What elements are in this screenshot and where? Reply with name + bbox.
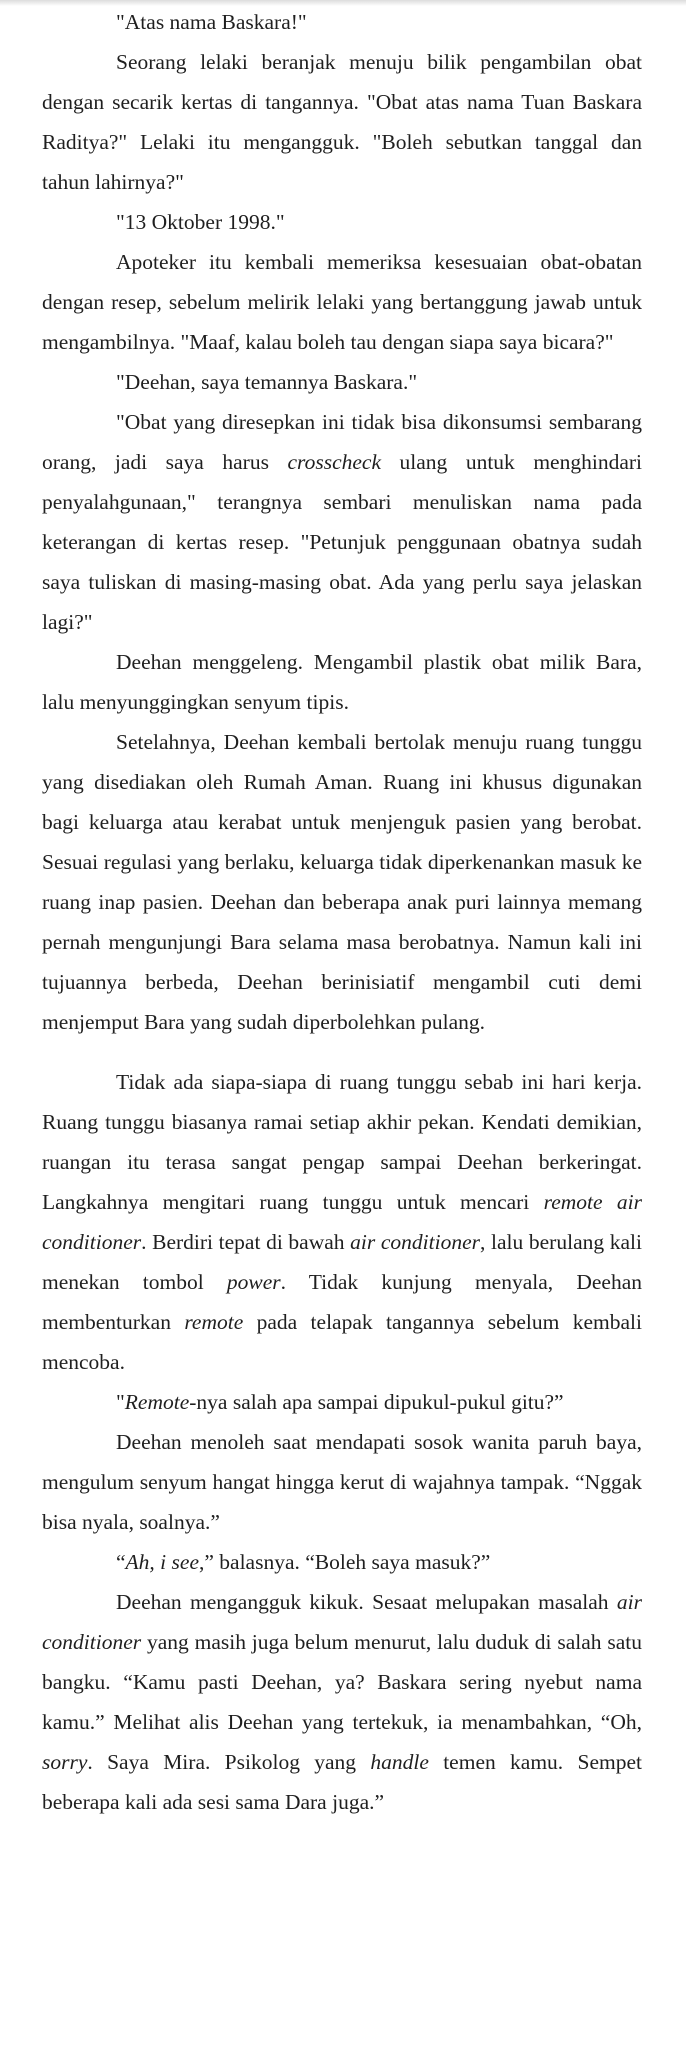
italic-term: crosscheck: [287, 450, 381, 474]
text-run: Deehan menoleh saat mendapati sosok wanita paruh baya, mengulum senyum hangat hingga kerut di wajahnya tampak. “Nggak bisa nyala, soalnya.”: [42, 1430, 642, 1534]
paragraph-1: [42, 2, 642, 42]
paragraph-7: [42, 642, 642, 722]
text-run: ulang untuk menghindari penyalahgunaan," terangnya sembari menuliskan nama pada keterangan di kertas resep. "Petunjuk penggunaan obatnya sudah saya tuliskan di masing-masing obat. Ada yang perlu saya jelaskan lagi?": [42, 450, 642, 634]
paragraph-10: [42, 1382, 642, 1422]
italic-term: sorry: [42, 1750, 88, 1774]
text-run: yang masih juga belum menurut, lalu duduk di salah satu bangku. “Kamu pasti Deehan, ya? Baskara sering nyebut nama kamu.” Melihat alis Deehan yang tertekuk, ia menambahkan, “Oh,: [42, 1630, 642, 1734]
text-run: "13 Oktober 1998.": [116, 210, 285, 234]
italic-term: Ah, i see: [125, 1550, 199, 1574]
paragraph-13: [42, 1582, 642, 1822]
text-run: pada telapak tangannya sebelum kembali mencoba.: [42, 1310, 642, 1374]
text-run: "Obat yang diresepkan ini tidak bisa dikonsumsi sembarang orang, jadi saya harus: [42, 410, 642, 474]
italic-term: power: [226, 1270, 281, 1294]
text-run: ,” balasnya. “Boleh saya masuk?”: [198, 1550, 491, 1574]
paragraph-3: [42, 202, 642, 242]
text-run: . Tidak kunjung menyala, Deehan membenturkan: [42, 1270, 642, 1334]
italic-term: remote: [184, 1310, 244, 1334]
text-run: ": [116, 1390, 125, 1414]
paragraph-9: [42, 1062, 642, 1382]
text-run: Deehan menggeleng. Mengambil plastik obat milik Bara, lalu menyunggingkan senyum tipis.: [42, 650, 642, 714]
italic-term: air conditioner: [350, 1230, 481, 1254]
paragraph-12: [42, 1542, 642, 1582]
italic-term: Remote: [124, 1390, 190, 1414]
text-run: temen kamu. Sempet beberapa kali ada sesi sama Dara juga.”: [42, 1750, 642, 1814]
paragraph-gap: [42, 1042, 642, 1062]
italic-term: handle: [370, 1750, 429, 1774]
paragraph-5: [42, 362, 642, 402]
text-run: “: [116, 1550, 126, 1574]
text-run: . Berdiri tepat di bawah: [141, 1230, 351, 1254]
text-run: -nya salah apa sampai dipukul-pukul gitu?”: [189, 1390, 564, 1414]
text-run: "Deehan, saya temannya Baskara.": [116, 370, 418, 394]
text-run: Deehan mengangguk kikuk. Sesaat melupakan masalah: [116, 1590, 617, 1614]
italic-term: remote air conditioner: [42, 1190, 642, 1254]
paragraph-4: [42, 242, 642, 362]
text-run: Seorang lelaki beranjak menuju bilik pengambilan obat dengan secarik kertas di tangannya. "Obat atas nama Tuan Baskara Raditya?" Lelaki itu mengangguk. "Boleh sebutkan tanggal dan tahun lahirnya?": [42, 50, 642, 194]
paragraph-11: [42, 1422, 642, 1542]
text-run: . Saya Mira. Psikolog yang: [87, 1750, 371, 1774]
text-run: Tidak ada siapa-siapa di ruang tunggu sebab ini hari kerja. Ruang tunggu biasanya ramai setiap akhir pekan. Kendati demikian, ruangan itu terasa sangat pengap sampai Deehan berkeringat. Langkahnya mengitari ruang tunggu untuk mencari: [42, 1070, 642, 1214]
italic-term: air conditioner: [42, 1590, 642, 1654]
paragraph-6: [42, 402, 642, 642]
text-run: Apoteker itu kembali memeriksa kesesuaian obat-obatan dengan resep, sebelum melirik lelaki yang bertanggung jawab untuk mengambilnya. "Maaf, kalau boleh tau dengan siapa saya bicara?": [42, 250, 642, 354]
paragraph-8: [42, 722, 642, 1042]
story-page: [42, 2, 642, 1822]
text-run: Setelahnya, Deehan kembali bertolak menuju ruang tunggu yang disediakan oleh Rumah Aman. Ruang ini khusus digunakan bagi keluarga atau kerabat untuk menjenguk pasien yang berobat. Sesuai regulasi yang berlaku, keluarga tidak diperkenankan masuk ke ruang inap pasien. Deehan dan beberapa anak puri lainnya memang pernah mengunjungi Bara selama masa berobatnya. Namun kali ini tujuannya berbeda, Deehan berinisiatif mengambil cuti demi menjemput Bara yang sudah diperbolehkan pulang.: [42, 730, 642, 1034]
text-run: "Atas nama Baskara!": [116, 10, 307, 34]
paragraph-2: [42, 42, 642, 202]
text-run: , lalu berulang kali menekan tombol: [42, 1230, 642, 1294]
